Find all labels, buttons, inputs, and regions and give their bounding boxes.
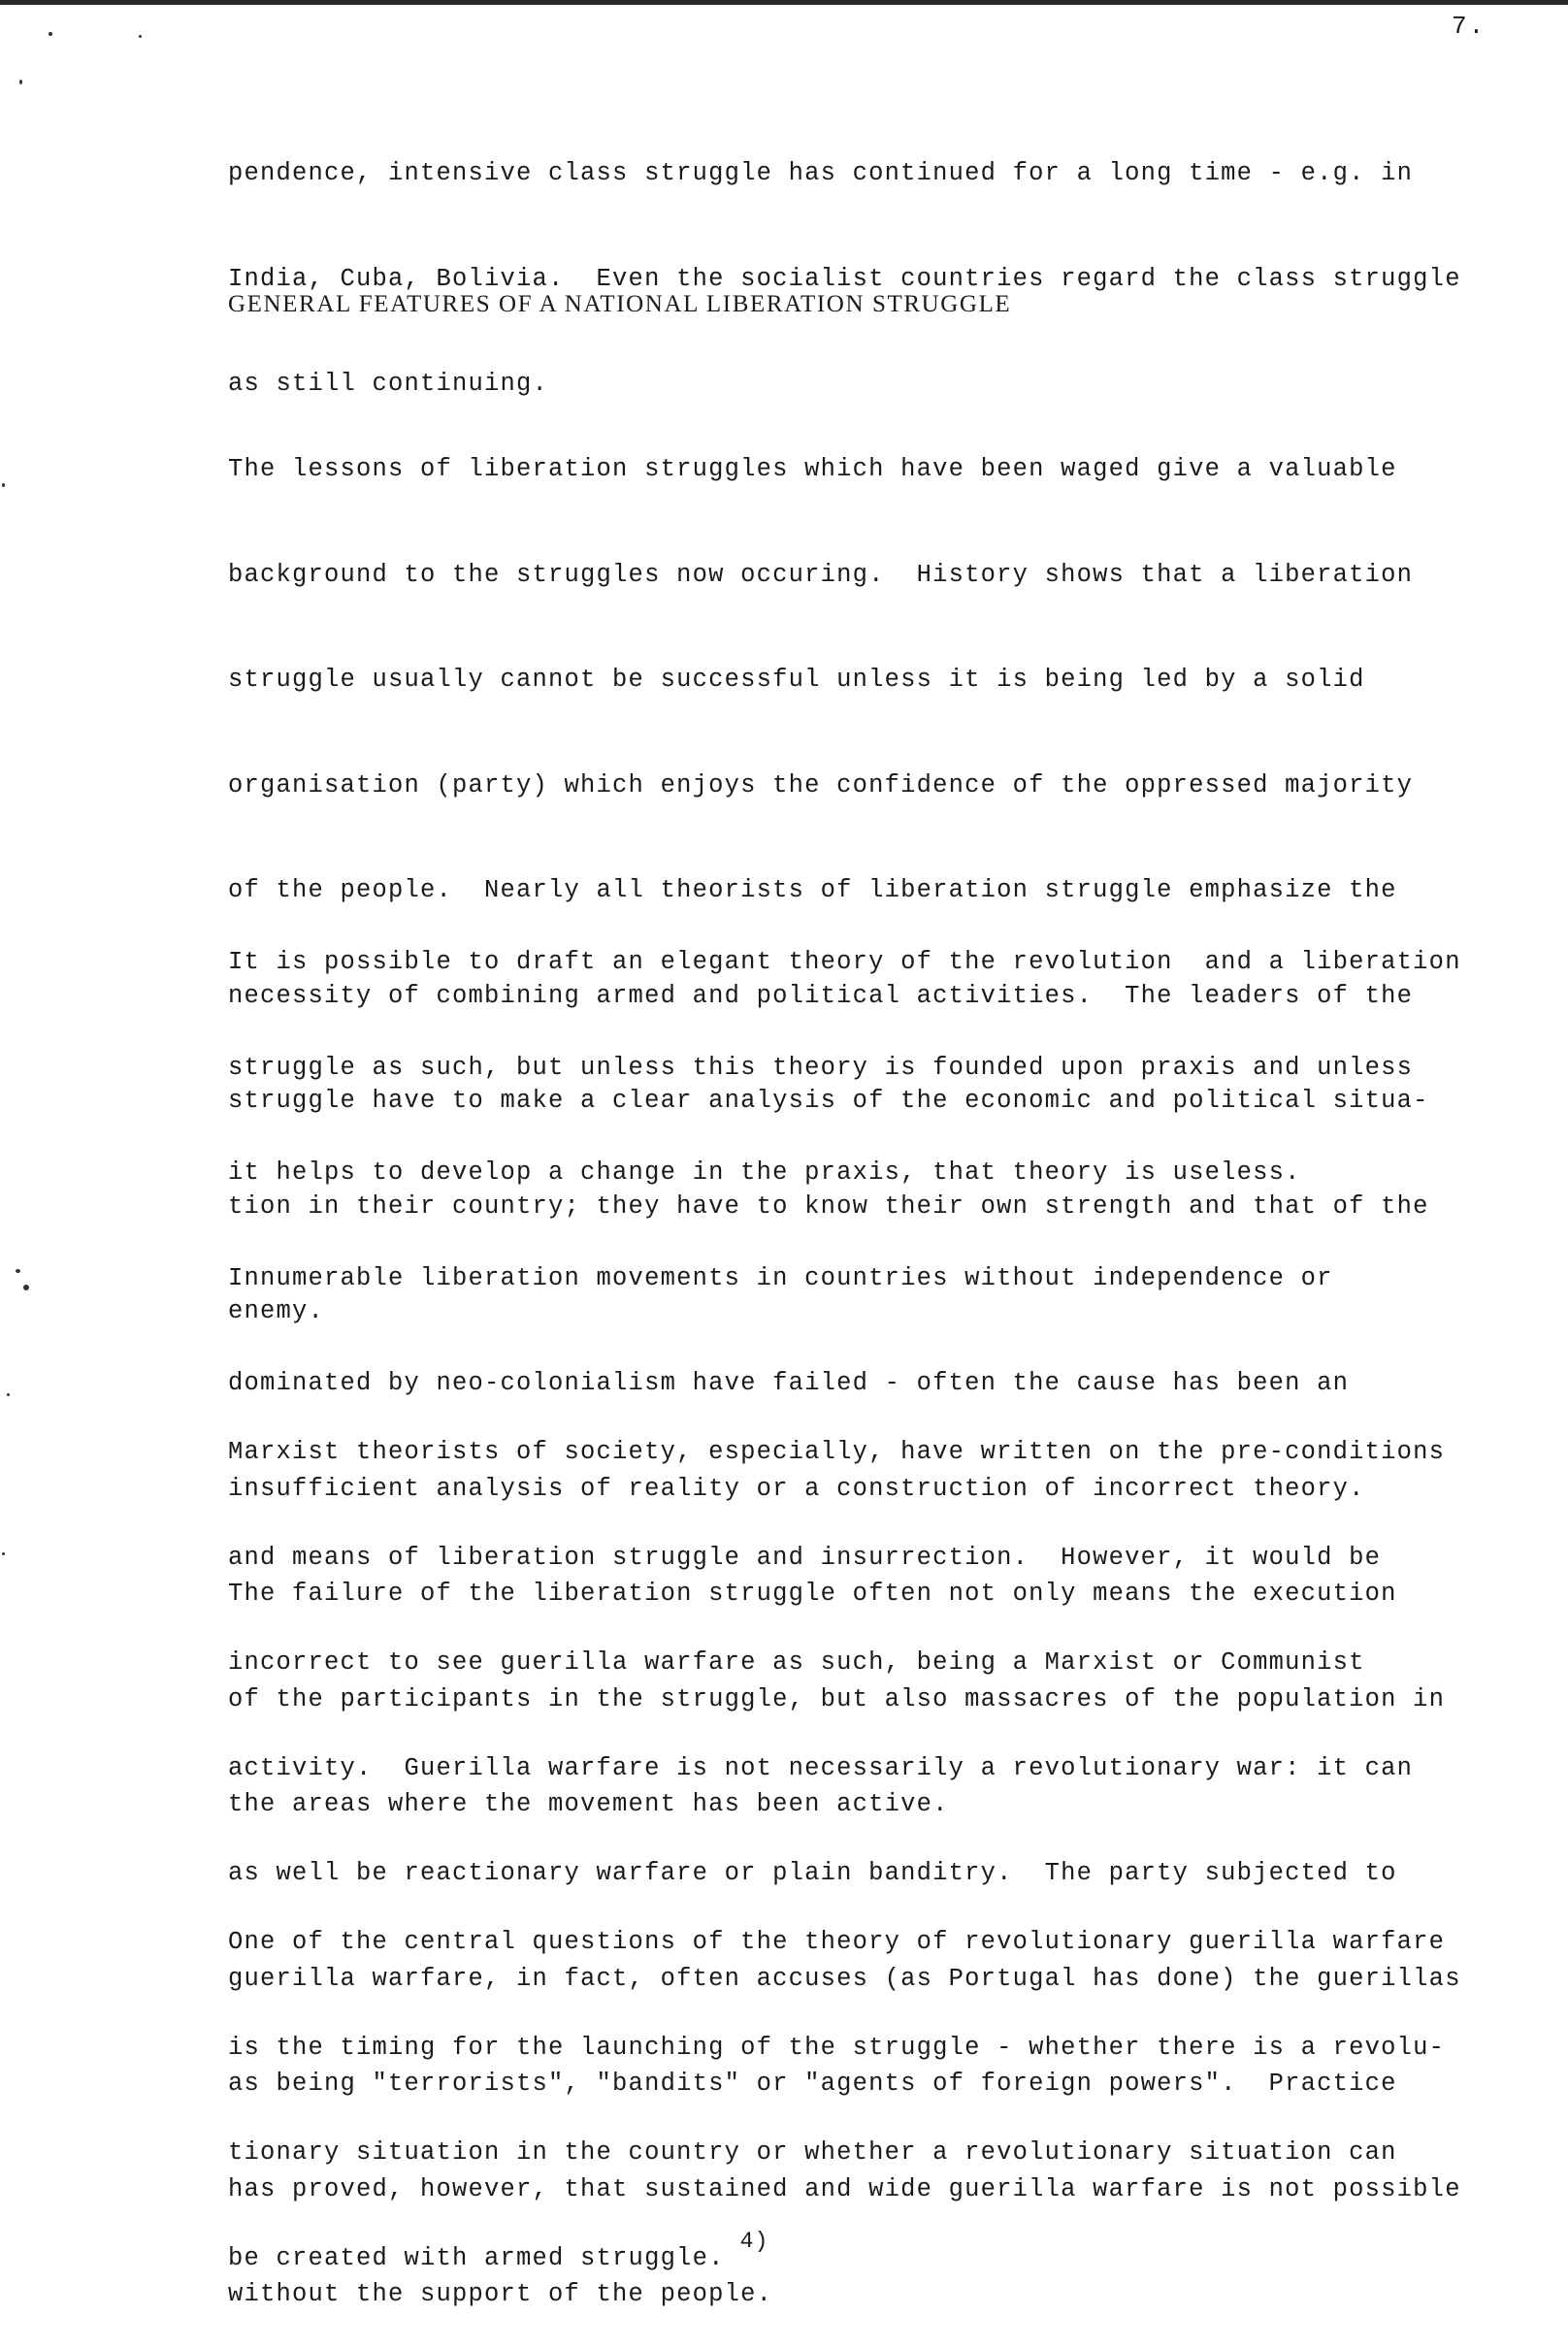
paragraph-line: Marxist theorists of society, especially, have written on the pre-conditions xyxy=(228,1438,1446,1466)
paragraph-line: struggle as such, but unless this theory is founded upon praxis and unless xyxy=(228,1053,1414,1082)
paragraph-line: tionary situation in the country or whether a revolutionary situation can xyxy=(228,2138,1397,2167)
paragraph-line: it helps to develop a change in the praxis, that theory is useless. xyxy=(228,1158,1301,1187)
paragraph-line: activity. Guerilla warfare is not necessarily a revolutionary war: it can xyxy=(228,1753,1414,1782)
paragraph-line: struggle have to make a clear analysis of the economic and political situa- xyxy=(228,1087,1429,1115)
paragraph-line: as being "terrorists", "bandits" or "agents of foreign powers". Practice xyxy=(228,2070,1397,2098)
page-top-border xyxy=(0,0,1568,5)
paragraph-line: the areas where the movement has been active. xyxy=(228,1790,949,1818)
scan-speck xyxy=(19,80,22,84)
paragraph-line: has proved, however, that sustained and wide guerilla warfare is not possible xyxy=(228,2174,1461,2203)
paragraph-line: insufficient analysis of reality or a construction of incorrect theory. xyxy=(228,1474,1365,1503)
paragraph-line: enemy. xyxy=(228,1297,325,1325)
paragraph-last-line xyxy=(228,2228,1557,2284)
footnote-reference: 4) xyxy=(739,2228,769,2254)
paragraph-line: as still continuing. xyxy=(228,370,549,398)
paragraph-line: and means of liberation struggle and insurrection. However, it would be xyxy=(228,1543,1382,1572)
scan-speck xyxy=(2,1552,5,1555)
paragraph-line: Innumerable liberation movements in countries without independence or xyxy=(228,1263,1333,1292)
paragraph-line: guerilla warfare, in fact, often accuses (as Portugal has done) the guerillas xyxy=(228,1964,1461,1993)
paragraph-line: struggle usually cannot be successful unless it is being led by a solid xyxy=(228,666,1365,694)
paragraph-1 xyxy=(228,93,1557,438)
paragraph-line: without the support of the people. xyxy=(228,2280,773,2308)
scan-speck xyxy=(2,483,5,487)
paragraph-line: background to the struggles now occuring. History shows that a liberation xyxy=(228,560,1414,589)
paragraph-line: of the participants in the struggle, but also massacres of the population in xyxy=(228,1684,1446,1713)
scan-speck xyxy=(23,1285,29,1290)
paragraph-line: of the people. Nearly all theorists of liberation struggle emphasize the xyxy=(228,876,1397,904)
paragraph-line: dominated by neo-colonialism have failed - often the cause has been an xyxy=(228,1369,1350,1397)
paragraph-line: tion in their country; they have to know their own strength and that of the xyxy=(228,1191,1429,1221)
paragraph-line: One of the central questions of the theory of revolutionary guerilla warfare xyxy=(228,1928,1446,1956)
paragraph-line: is the timing for the launching of the struggle - whether there is a revolu- xyxy=(228,2033,1446,2062)
paragraph-line: organisation (party) which enjoys the confidence of the oppressed majority xyxy=(228,770,1414,799)
paragraph-5 xyxy=(228,1862,1557,2311)
scan-speck xyxy=(16,1269,20,1273)
scan-speck xyxy=(139,35,142,38)
paragraph-line: necessity of combining armed and political activities. The leaders of the xyxy=(228,981,1414,1010)
paragraph-line: pendence, intensive class struggle has continued for a long time - e.g. in xyxy=(228,159,1414,187)
paragraph-line: The lessons of liberation struggles which have been waged give a valuable xyxy=(228,455,1397,483)
paragraph-line: The failure of the liberation struggle often not only means the execution xyxy=(228,1580,1397,1608)
paragraph-line-text: be created with armed struggle. xyxy=(228,2243,725,2272)
page-number: 7. xyxy=(1452,12,1486,41)
scan-speck xyxy=(7,1393,10,1396)
paragraph-line: as well be reactionary warfare or plain banditry. The party subjected to xyxy=(228,1859,1397,1887)
scan-speck xyxy=(49,32,52,36)
paragraph-line: It is possible to draft an elegant theory of the revolution and a liberation xyxy=(228,948,1461,976)
paragraph-line: India, Cuba, Bolivia. Even the socialist countries regard the class struggle xyxy=(228,264,1461,293)
section-heading: GENERAL FEATURES OF A NATIONAL LIBERATION STRUGGLE xyxy=(228,291,1012,317)
paragraph-line: incorrect to see guerilla warfare as such, being a Marxist or Communist xyxy=(228,1648,1365,1677)
